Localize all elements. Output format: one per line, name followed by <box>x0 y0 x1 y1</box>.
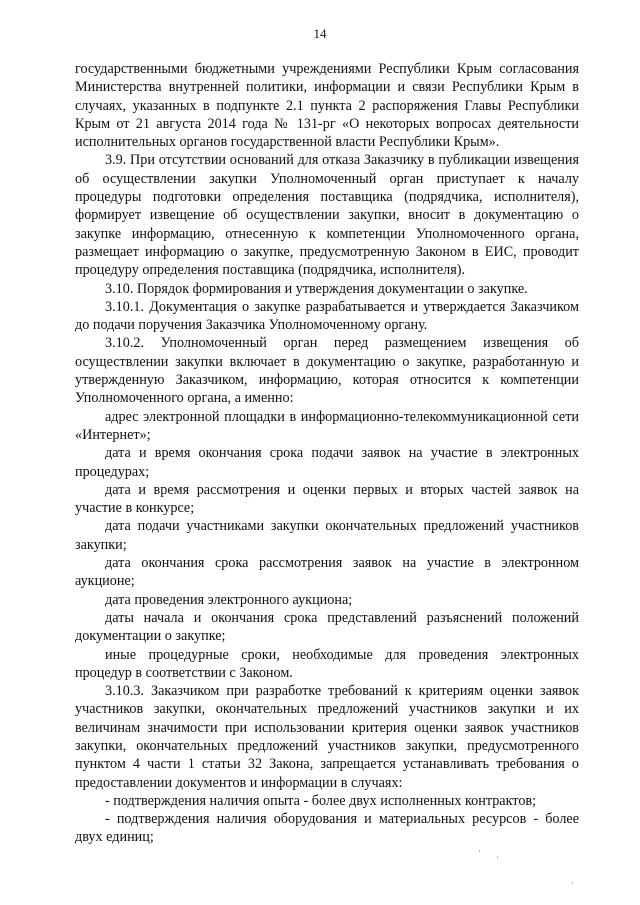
paragraph-3-10-1: 3.10.1. Документация о закупке разрабатывается и утверждается Заказчиком до подачи поручения Заказчика Уполномоченному органу. <box>75 298 579 334</box>
list-item-auction-date: дата проведения электронного аукциона; <box>105 591 353 608</box>
paragraph-3-10-3: 3.10.3. Заказчиком при разработке требований к критериям оценки заявок участников закупки, окончательных предложений участников закупки и их величинам значимости при использовании критерия оценки заявок участников закупки, окончательных предложений участников закупки, предусмотренного пунктом 4 части 1 статьи 32 Закона, запрещается устанавливать требования о предоставлении документов и информации в случаях: <box>75 683 579 791</box>
paragraph-3-10: 3.10. Порядок формирования и утверждения документации о закупке. <box>105 280 528 297</box>
paragraph-continuation: государственными бюджетными учреждениями Республики Крым согласования Министерства внутренней политики, информации и связи Республики Крым в случаях, указанных в подпункте 2.1 пункта 2 распоряжения Главы Республики Крым от 21 августа 2014 года № 131-рг «О некоторых вопросах деятельности исполнительных органов государственной власти Республики Крым». <box>75 61 579 151</box>
list-item-submission-deadline: дата и время окончания срока подачи заявок на участие в электронных процедурах; <box>75 445 579 480</box>
list-item-final-offers-date: дата подачи участниками закупки окончательных предложений участников закупки; <box>75 518 579 553</box>
page-number: 14 <box>313 26 327 41</box>
scan-speck: · <box>571 878 574 888</box>
document-body <box>75 60 579 847</box>
list-item-platform-address: адрес электронной площадки в информационно-телекоммуникационной сети «Интернет»; <box>75 408 579 443</box>
paragraph-3-9: 3.9. При отсутствии оснований для отказа Заказчику в публикации извещения об осуществлении закупки Уполномоченный орган приступает к началу процедуры подготовки определения поставщика (подрядчика, исполнителя), формирует извещение об осуществлении закупки, вносит в документацию о закупке информацию, отнесенную к компетенции Уполномоченного органа, размещает информацию о закупке, предусмотренную Законом в ЕИС, проводит процедуру определения поставщика (подрядчика, исполнителя). <box>75 152 579 279</box>
list-item-auction-review-deadline: дата окончания срока рассмотрения заявок на участие в электронном аукционе; <box>75 555 579 590</box>
list-item-equipment: - подтверждения наличия оборудования и материальных ресурсов - более двух единиц; <box>75 811 579 846</box>
list-item-review-date: дата и время рассмотрения и оценки первых и вторых частей заявок на участие в конкурсе; <box>75 481 579 517</box>
list-item-clarification-dates: даты начала и окончания срока представлений разъяснений положений документации о закупке; <box>75 609 579 645</box>
scan-speck: · <box>478 846 481 856</box>
paragraph-3-10-2: 3.10.2. Уполномоченный орган перед размещением извещения об осуществлении закупки включает в документацию о закупке, разработанную и утвержденную Заказчиком, информацию, которая относится к компетенции Уполномоченного органа, а именно: <box>75 335 579 407</box>
list-item-experience: - подтверждения наличия опыта - более двух исполненных контрактов; <box>105 792 537 809</box>
scan-speck: · <box>496 852 499 862</box>
list-item-other-deadlines: иные процедурные сроки, необходимые для проведения электронных процедур в соответствии с Законом. <box>75 646 579 681</box>
